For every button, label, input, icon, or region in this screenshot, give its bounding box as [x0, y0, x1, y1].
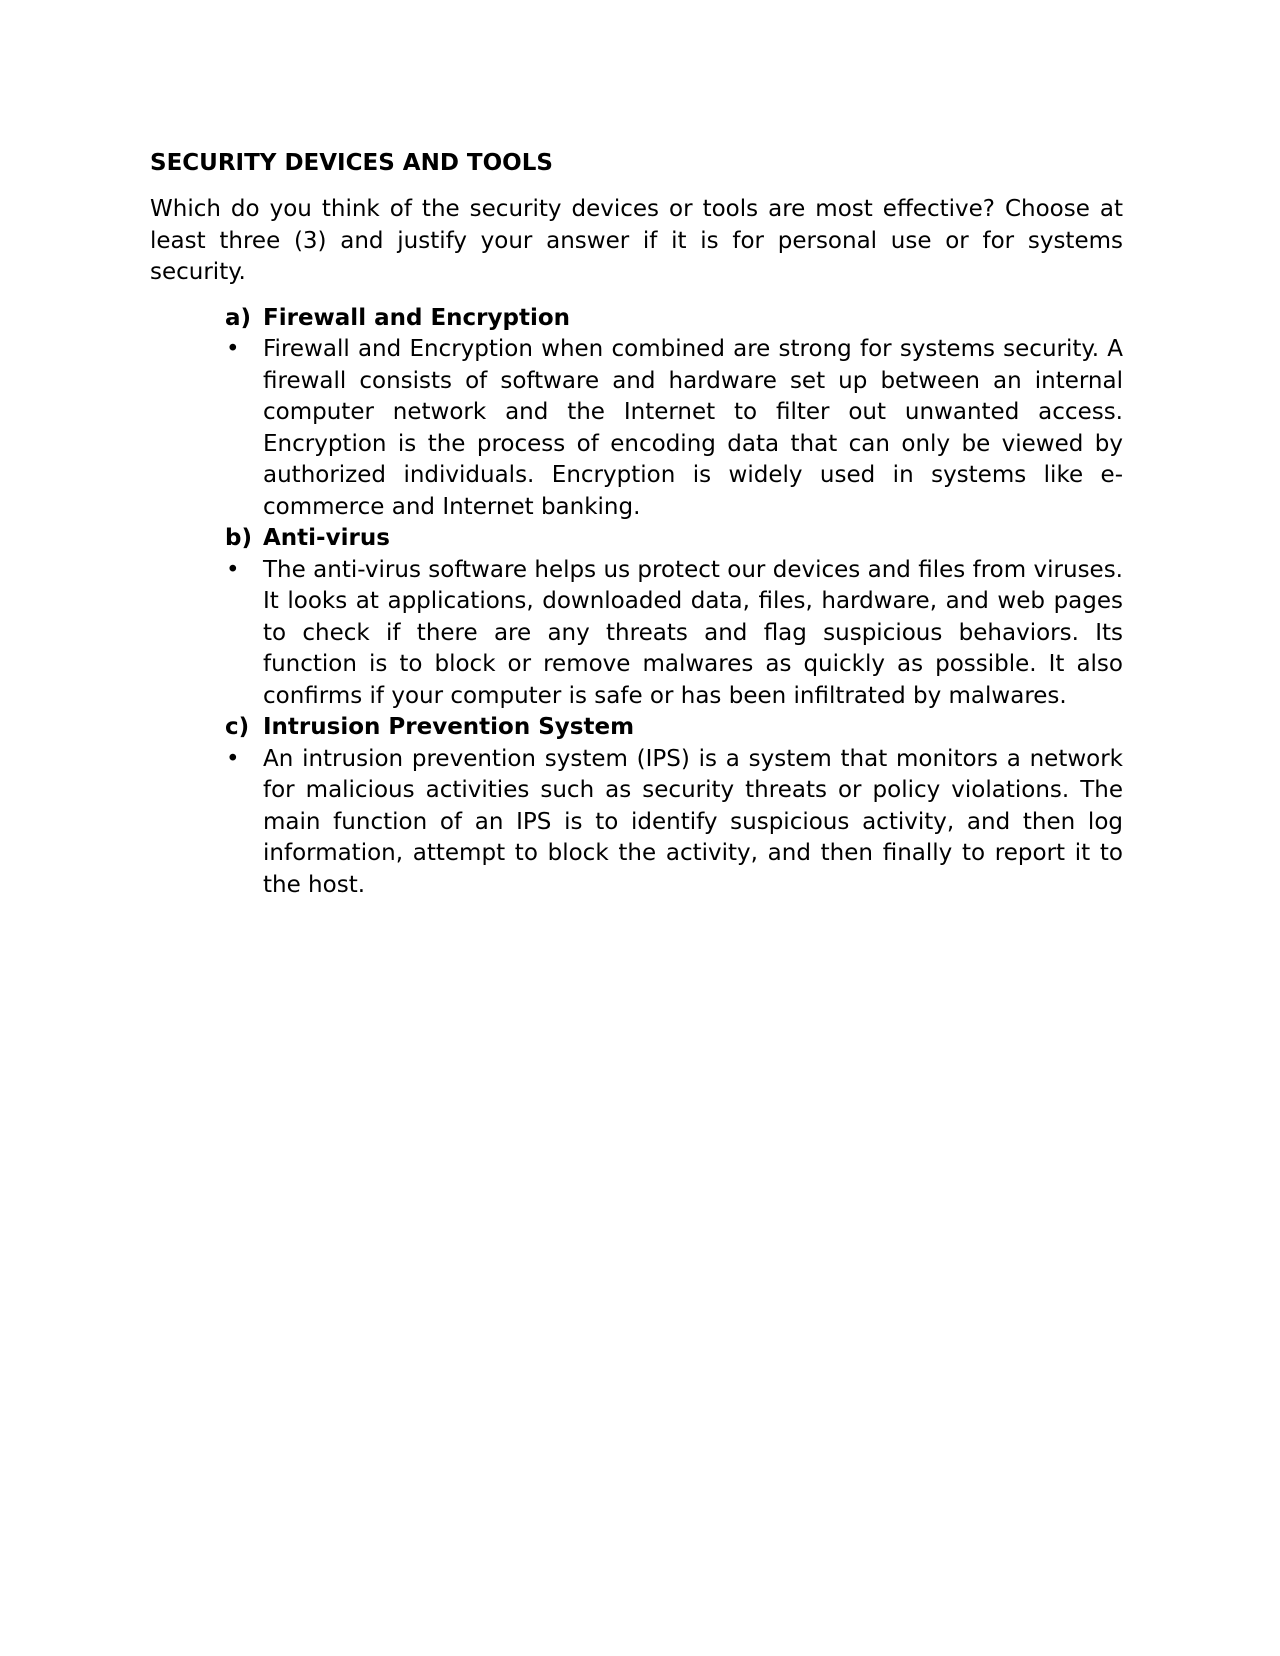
item-heading-antivirus — [225, 523, 1123, 555]
bullet-icon: • — [226, 336, 240, 362]
item-text: The anti-virus software helps us protect our devices and files from viruses. It looks at applications, downloaded data, files, hardware, and web pages to check if there are any threats and flag suspicious behaviors. Its function is to block or remove malwares as quickly as possible. It also confirms if your computer is safe or has been infiltrated by malwares. — [263, 556, 1123, 709]
item-heading-ips — [225, 712, 1123, 744]
item-heading-label: Anti-virus — [263, 525, 390, 551]
item-letter: a) — [225, 304, 252, 331]
item-body-antivirus — [225, 555, 1123, 713]
document-content — [150, 148, 1123, 901]
bullet-icon: • — [226, 745, 240, 772]
bullet-icon: • — [226, 556, 240, 583]
item-text: An intrusion prevention system (IPS) is a system that monitors a network for malicious activities such as security threats or policy violations. The main function of an IPS is to identify suspicious activity, and then log information, attempt to block the activity, and then finally to report it to the host. — [263, 745, 1123, 898]
item-heading-label: Intrusion Prevention System — [263, 714, 635, 740]
item-letter: c) — [225, 714, 250, 740]
answer-list — [225, 303, 1123, 902]
item-text: Firewall and Encryption when combined are strong for systems security. A firewall consists of software and hardware set up between an internal computer network and the Internet to filter out unwanted access. Encryption is the process of encoding data that can only be viewed by authorized individuals. Encryption is widely used in systems like e-commerce and Internet banking. — [263, 336, 1123, 520]
item-heading-firewall — [225, 303, 1123, 335]
intro-paragraph: Which do you think of the security devices or tools are most effective? Choose at least three (3) and justify your answer if it is for personal use or for systems security. — [150, 196, 1123, 285]
item-letter: b) — [225, 525, 252, 551]
item-body-ips — [225, 744, 1123, 902]
item-heading-label: Firewall and Encryption — [263, 304, 571, 331]
item-body-firewall — [225, 334, 1123, 523]
document-title: SECURITY DEVICES AND TOOLS — [150, 150, 553, 176]
